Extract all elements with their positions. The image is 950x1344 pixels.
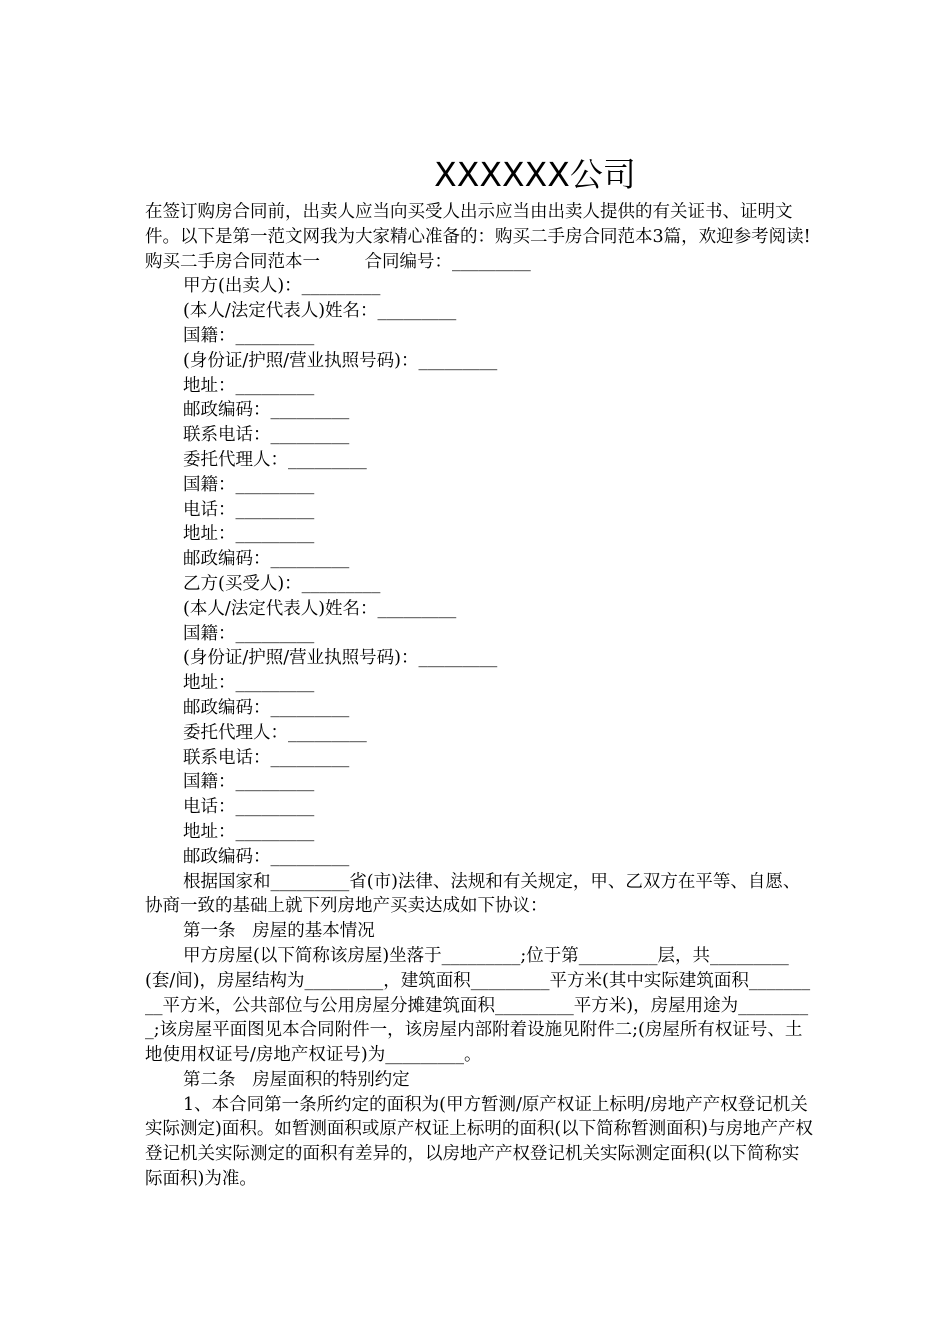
party-b-field: (本人/法定代表人)姓名：_________ bbox=[183, 598, 457, 619]
basis-paragraph: 根据国家和_________省(市)法律、法规和有关规定，甲、乙双方在平等、自愿、协商一致的基础上就下列房地产买卖达成如下协议： bbox=[145, 871, 801, 917]
contract-heading: 购买二手房合同范本一 合同编号：_________ bbox=[145, 251, 531, 272]
party-a-field: 地址：_________ bbox=[183, 375, 315, 396]
article-1-title: 第一条 房屋的基本情况 bbox=[183, 921, 375, 942]
party-a-field: 电话：_________ bbox=[183, 499, 315, 520]
party-a-field: (本人/法定代表人)姓名：_________ bbox=[183, 301, 457, 322]
party-b-field: 国籍：_________ bbox=[183, 772, 315, 793]
document-body bbox=[145, 200, 815, 1192]
party-a-field: 邮政编码：_________ bbox=[183, 400, 350, 421]
party-b-section bbox=[145, 572, 815, 870]
party-b-field: 邮政编码：_________ bbox=[183, 697, 350, 718]
party-a-field: 地址：_________ bbox=[183, 524, 315, 545]
party-b-field: 电话：_________ bbox=[183, 797, 315, 818]
party-b-field: (身份证/护照/营业执照号码)：_________ bbox=[183, 648, 498, 669]
party-b-field: 乙方(买受人)：_________ bbox=[183, 573, 381, 594]
party-a-field: (身份证/护照/营业执照号码)：_________ bbox=[183, 350, 498, 371]
party-a-field: 联系电话：_________ bbox=[183, 425, 350, 446]
party-a-field: 邮政编码：_________ bbox=[183, 549, 350, 570]
article-2-title: 第二条 房屋面积的特别约定 bbox=[183, 1069, 410, 1090]
party-b-field: 地址：_________ bbox=[183, 821, 315, 842]
document-title: XXXXXX公司 bbox=[434, 155, 636, 194]
party-a-field: 国籍：_________ bbox=[183, 474, 315, 495]
intro-paragraph: 在签订购房合同前，出卖人应当向买受人出示应当由出卖人提供的有关证书、证明文件。以下是第一范文网我为大家精心准备的：购买二手房合同范本3篇，欢迎参考阅读! bbox=[145, 202, 811, 247]
party-a-field: 委托代理人：_________ bbox=[183, 449, 367, 470]
party-a-field: 甲方(出卖人)：_________ bbox=[183, 276, 381, 297]
party-b-field: 委托代理人：_________ bbox=[183, 722, 367, 743]
article-1-body: 甲方房屋(以下简称该房屋)坐落于_________;位于第_________层，共_________(套/间)，房屋结构为_________，建筑面积_________平方米(其中实际建筑面积_________平方米，公共部位与公用房屋分摊建筑面积_________平方米)，房屋用途为_________;该房屋平面图见本合同附件一，该房屋内部附着设施见附件二;(房屋所有权证号、土地使用权证号/房地产权证号)为_________。 bbox=[145, 945, 811, 1066]
party-b-field: 联系电话：_________ bbox=[183, 747, 350, 768]
party-b-field: 邮政编码：_________ bbox=[183, 846, 350, 867]
article-2-body: 1、本合同第一条所约定的面积为(甲方暂测/原产权证上标明/房地产产权登记机关实际测定)面积。如暂测面积或原产权证上标明的面积(以下简称暂测面积)与房地产产权登记机关实际测定的面积有差异的，以房地产产权登记机关实际测定面积(以下简称实际面积)为准。 bbox=[145, 1094, 813, 1190]
party-a-field: 国籍：_________ bbox=[183, 325, 315, 346]
party-b-field: 地址：_________ bbox=[183, 673, 315, 694]
party-b-field: 国籍：_________ bbox=[183, 623, 315, 644]
party-a-section bbox=[145, 274, 815, 572]
